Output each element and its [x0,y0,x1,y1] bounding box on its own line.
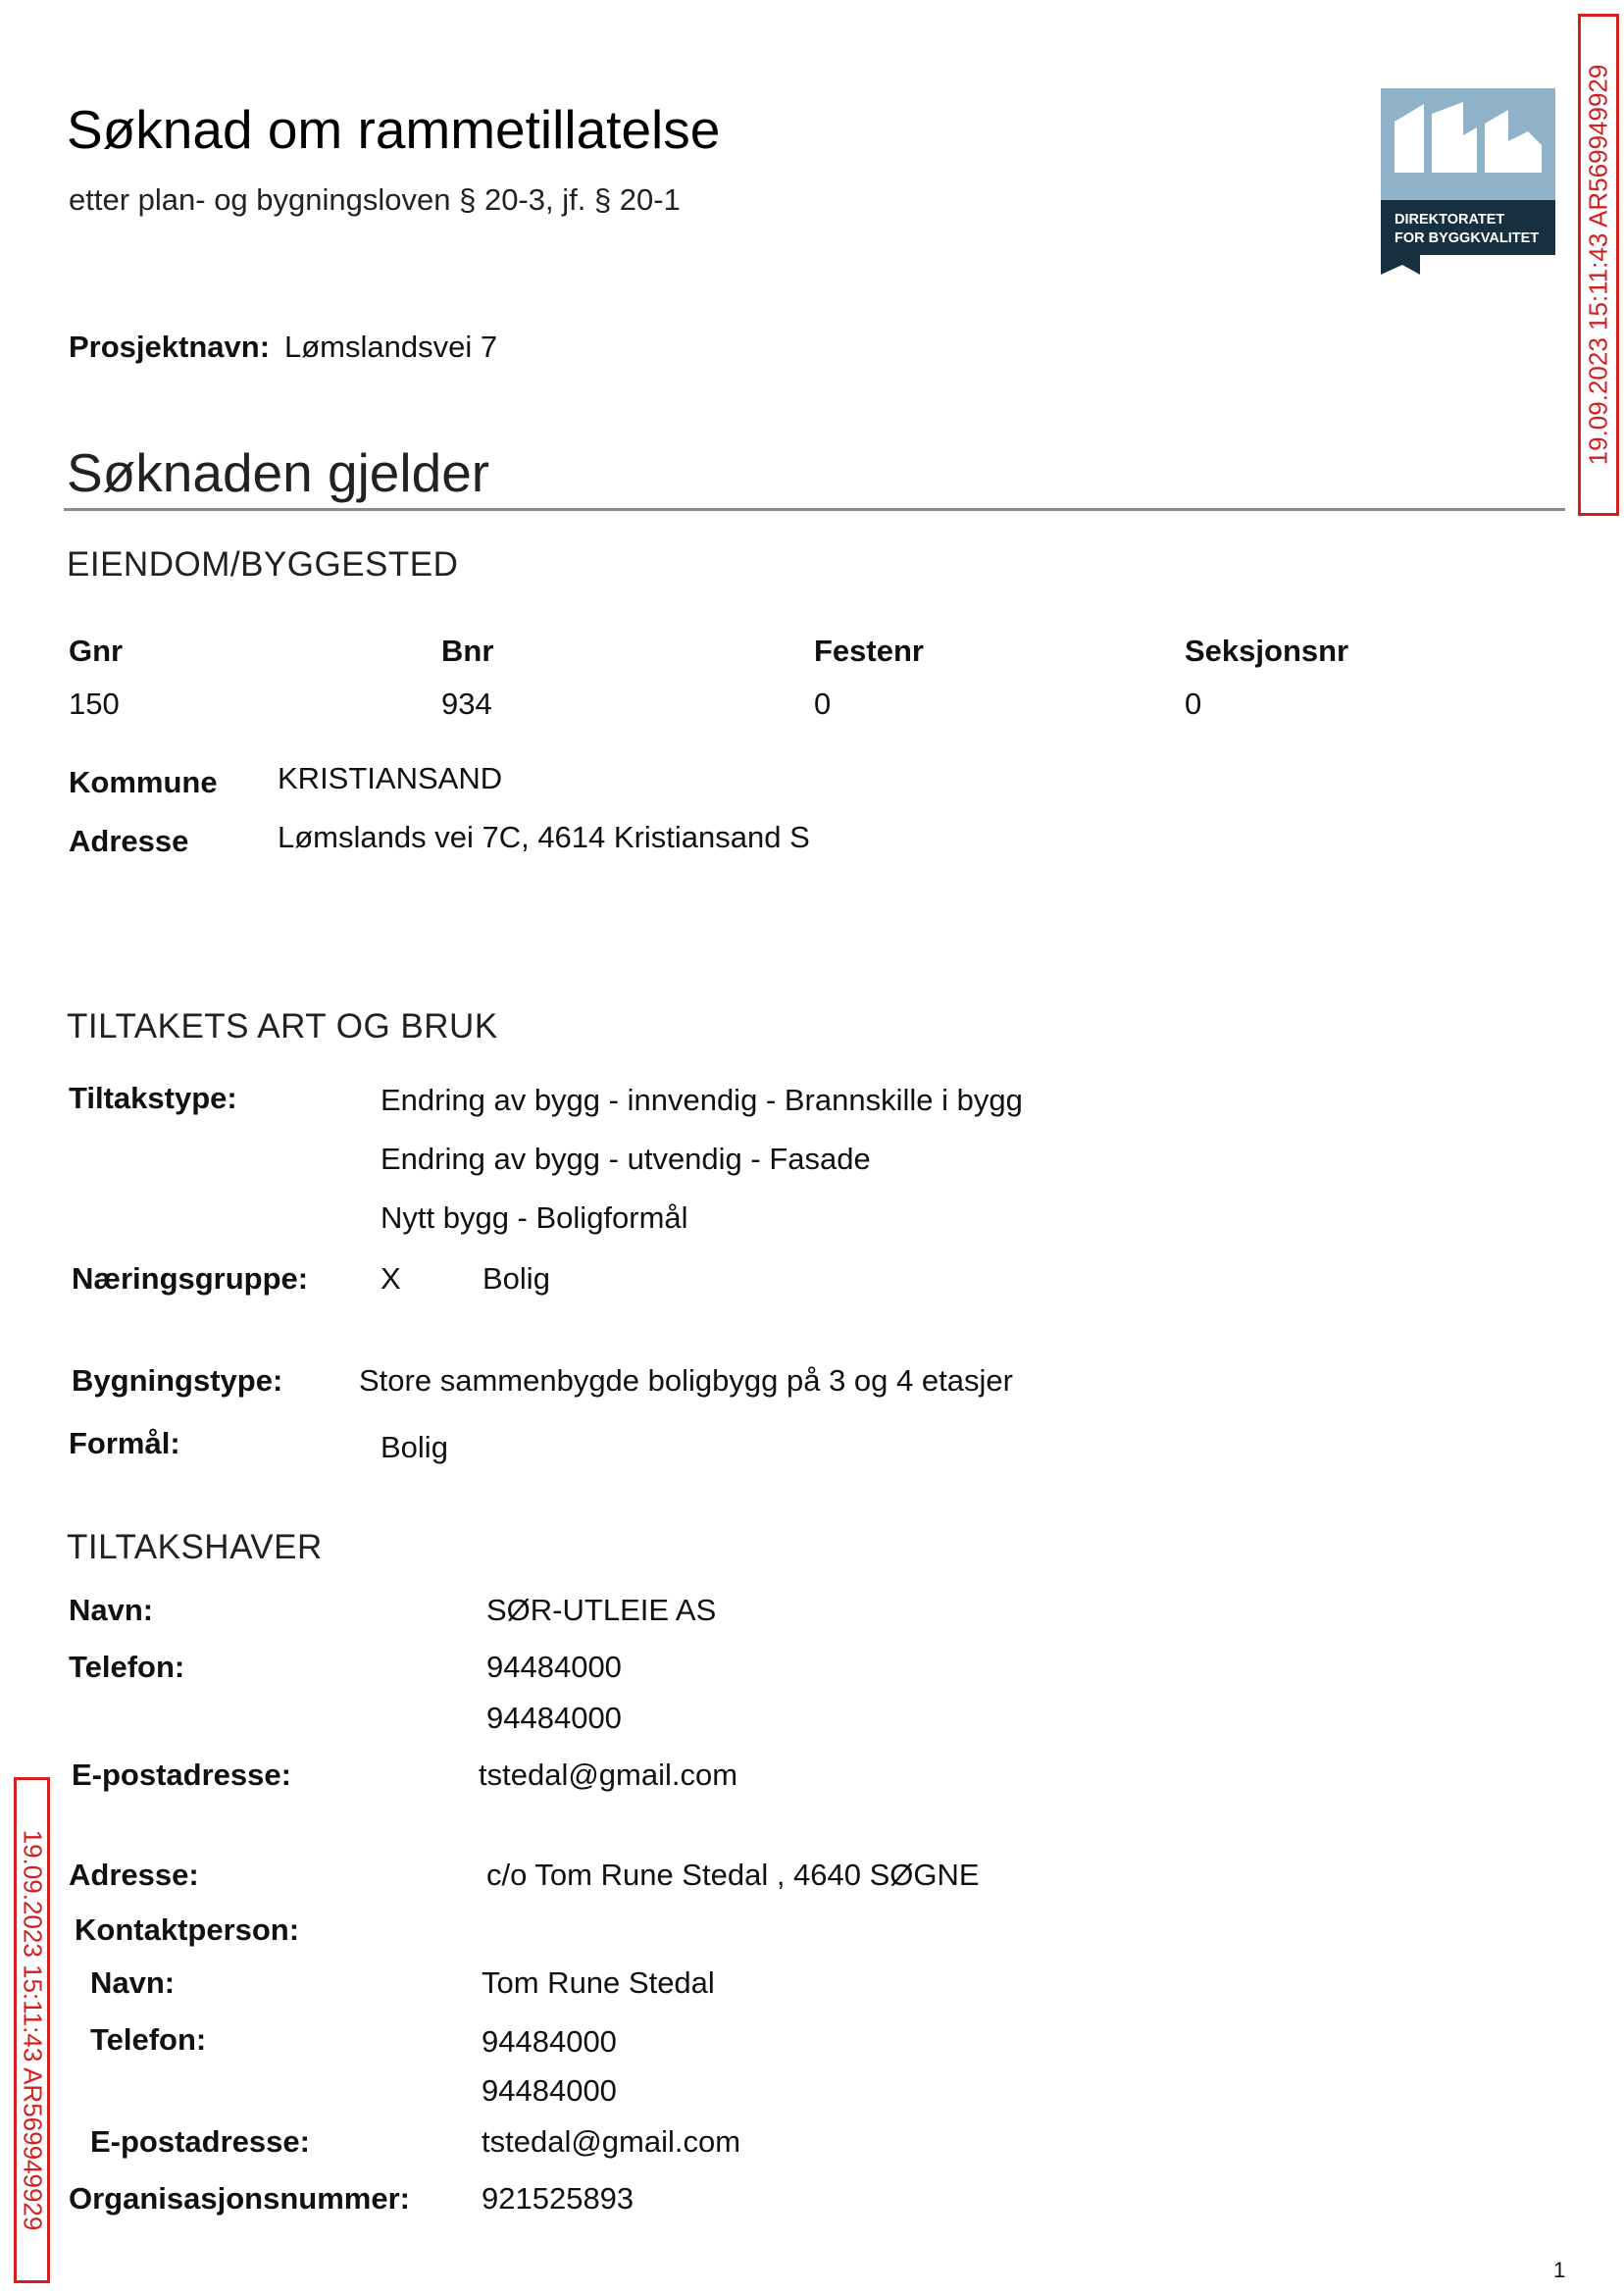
tiltak-heading: TILTAKETS ART OG BRUK [67,1007,498,1045]
tiltakshaver-telefon-value-1: 94484000 [486,1650,622,1684]
bygningstype-label: Bygningstype: [72,1363,283,1398]
tiltakshaver-navn-value: SØR-UTLEIE AS [486,1593,717,1627]
kontakt-telefon-label: Telefon: [90,2022,207,2057]
tiltakshaver-heading: TILTAKSHAVER [67,1528,323,1566]
adresse-label: Adresse [69,824,189,858]
tiltakstype-value-1: Endring av bygg - innvendig - Brannskille i bygg [381,1083,1023,1117]
project-label: Prosjektnavn: [69,330,271,364]
kontaktperson-label: Kontaktperson: [75,1912,300,1947]
bygningstype-value: Store sammenbygde boligbygg på 3 og 4 etasjer [359,1363,1013,1398]
organisasjonsnummer-label: Organisasjonsnummer: [69,2181,410,2216]
page-subtitle: etter plan- og bygningsloven § 20-3, jf. § 20-1 [69,182,681,217]
kontakt-navn-label: Navn: [90,1965,176,2000]
gnr-value: 150 [69,687,120,721]
kommune-value: KRISTIANSAND [278,761,503,795]
logo-text-line1: DIREKTORATET [1395,212,1505,228]
organisasjonsnummer-value: 921525893 [482,2181,634,2216]
bnr-label: Bnr [441,634,494,668]
dibk-logo [1381,88,1555,275]
festenr-label: Festenr [814,634,924,668]
stamp-text: 19.09.2023 15:11:43 AR569949929 [18,1829,47,2231]
naeringsgruppe-code: X [381,1261,401,1296]
timestamp-stamp [1578,14,1619,516]
bnr-value: 934 [441,687,492,721]
tiltakshaver-navn-label: Navn: [69,1593,154,1627]
tiltakshaver-telefon-label: Telefon: [69,1650,185,1684]
kontakt-telefon-value-1: 94484000 [482,2024,617,2059]
tiltakshaver-epost-value: tstedal@gmail.com [479,1758,738,1792]
adresse-value: Lømslands vei 7C, 4614 Kristiansand S [278,820,810,854]
page-title: Søknad om rammetillatelse [67,99,721,160]
seksjonsnr-value: 0 [1185,687,1202,721]
tiltakshaver-epost-label: E-postadresse: [72,1758,291,1792]
festenr-value: 0 [814,687,832,721]
formal-label: Formål: [69,1426,180,1460]
tiltakshaver-telefon-value-2: 94484000 [486,1701,622,1735]
gnr-label: Gnr [69,634,124,668]
seksjonsnr-label: Seksjonsnr [1185,634,1349,668]
project-value: Lømslandsvei 7 [284,330,498,364]
section-divider [64,508,1565,511]
page-number: 1 [1553,2258,1566,2282]
naeringsgruppe-label: Næringsgruppe: [72,1261,309,1296]
tiltakshaver-adresse-label: Adresse: [69,1858,199,1892]
timestamp-stamp [14,1777,50,2283]
naeringsgruppe-value: Bolig [482,1261,550,1296]
logo-text-line2: FOR BYGGKVALITET [1395,230,1540,246]
formal-value: Bolig [381,1430,448,1464]
stamp-text: 19.09.2023 15:11:43 AR569949929 [1583,64,1613,466]
tiltakshaver-adresse-value: c/o Tom Rune Stedal , 4640 SØGNE [486,1858,980,1892]
tiltakstype-value-3: Nytt bygg - Boligformål [381,1200,688,1235]
tiltakstype-label: Tiltakstype: [69,1081,237,1115]
kontakt-epost-label: E-postadresse: [90,2124,310,2159]
section-title: Søknaden gjelder [67,442,490,503]
kontakt-navn-value: Tom Rune Stedal [482,1965,715,2000]
kontakt-telefon-value-2: 94484000 [482,2073,617,2108]
property-heading: EIENDOM/BYGGESTED [67,545,459,584]
kontakt-epost-value: tstedal@gmail.com [482,2124,741,2159]
tiltakstype-value-2: Endring av bygg - utvendig - Fasade [381,1142,871,1176]
kommune-label: Kommune [69,765,218,799]
